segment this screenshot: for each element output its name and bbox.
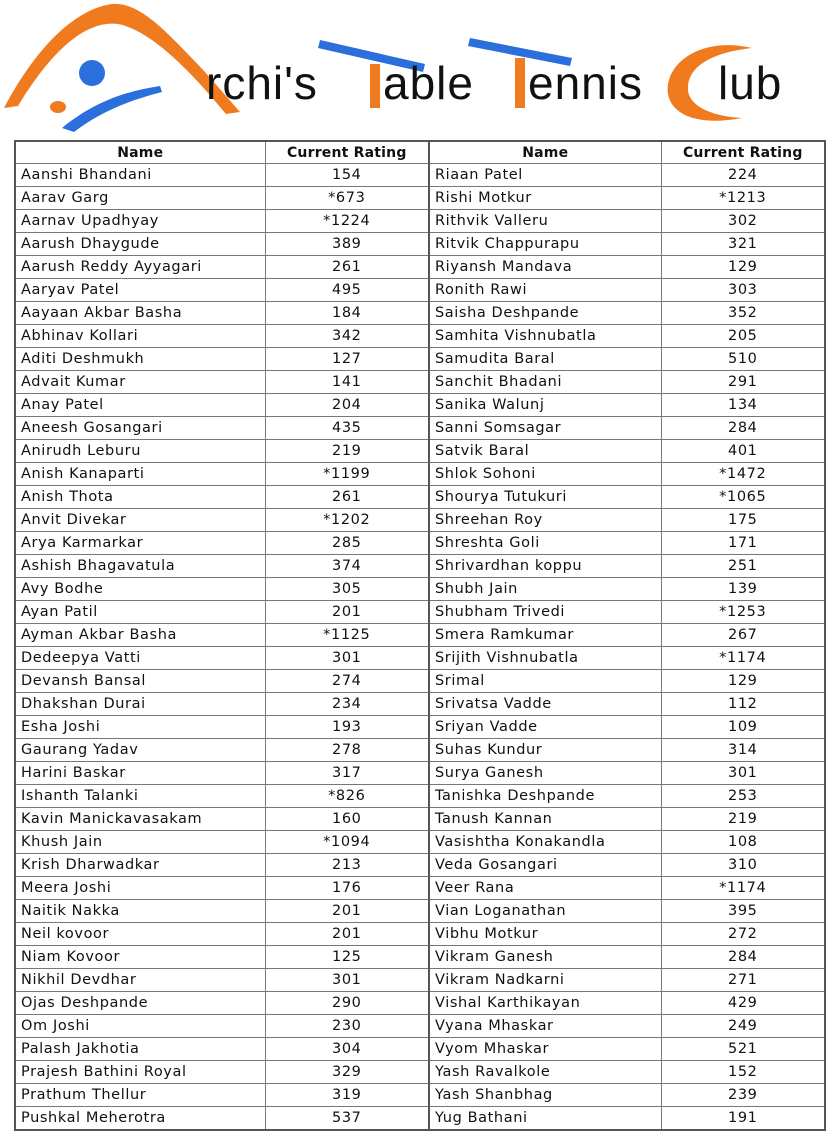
player-rating: 389 — [265, 233, 429, 256]
player-name: Shlok Sohoni — [429, 463, 661, 486]
player-rating: 495 — [265, 279, 429, 302]
player-rating: 134 — [661, 394, 825, 417]
table-row — [15, 371, 825, 394]
player-rating: 342 — [265, 325, 429, 348]
player-rating: 329 — [265, 1061, 429, 1084]
player-rating: *1202 — [265, 509, 429, 532]
player-rating: 253 — [661, 785, 825, 808]
player-rating: 301 — [661, 762, 825, 785]
player-rating: 112 — [661, 693, 825, 716]
table-row — [15, 601, 825, 624]
table-row — [15, 969, 825, 992]
player-name: Shourya Tutukuri — [429, 486, 661, 509]
ratings-table-wrap — [14, 140, 824, 1131]
player-name: Yash Ravalkole — [429, 1061, 661, 1084]
player-name: Krish Dharwadkar — [15, 854, 265, 877]
player-name: Sanchit Bhadani — [429, 371, 661, 394]
player-name: Palash Jakhotia — [15, 1038, 265, 1061]
table-row — [15, 1084, 825, 1107]
player-name: Vyom Mhaskar — [429, 1038, 661, 1061]
player-name: Anay Patel — [15, 394, 265, 417]
player-name: Ronith Rawi — [429, 279, 661, 302]
player-rating: 305 — [265, 578, 429, 601]
player-rating: 141 — [265, 371, 429, 394]
title-part-tennis: ennis — [528, 57, 643, 109]
player-name: Shubham Trivedi — [429, 601, 661, 624]
player-name: Aarav Garg — [15, 187, 265, 210]
table-row — [15, 624, 825, 647]
player-rating: 317 — [265, 762, 429, 785]
orange-t-stem-1 — [370, 64, 380, 108]
player-rating: 219 — [265, 440, 429, 463]
player-rating: 314 — [661, 739, 825, 762]
table-row — [15, 900, 825, 923]
player-name: Srivatsa Vadde — [429, 693, 661, 716]
player-name: Ayman Akbar Basha — [15, 624, 265, 647]
player-rating: 261 — [265, 256, 429, 279]
player-rating: 129 — [661, 670, 825, 693]
player-name: Niam Kovoor — [15, 946, 265, 969]
player-name: Harini Baskar — [15, 762, 265, 785]
player-rating: 303 — [661, 279, 825, 302]
player-name: Vasishtha Konakandla — [429, 831, 661, 854]
player-name: Riyansh Mandava — [429, 256, 661, 279]
player-name: Kavin Manickavasakam — [15, 808, 265, 831]
player-rating: 109 — [661, 716, 825, 739]
table-row — [15, 831, 825, 854]
table-row — [15, 1038, 825, 1061]
table-row — [15, 808, 825, 831]
player-name: Aaryav Patel — [15, 279, 265, 302]
player-rating: 171 — [661, 532, 825, 555]
table-row — [15, 463, 825, 486]
player-name: Avy Bodhe — [15, 578, 265, 601]
player-rating: 152 — [661, 1061, 825, 1084]
player-rating: 249 — [661, 1015, 825, 1038]
player-rating: 129 — [661, 256, 825, 279]
player-name: Vikram Ganesh — [429, 946, 661, 969]
player-name: Samudita Baral — [429, 348, 661, 371]
player-rating: *1224 — [265, 210, 429, 233]
player-rating: 374 — [265, 555, 429, 578]
player-name: Surya Ganesh — [429, 762, 661, 785]
player-rating: 274 — [265, 670, 429, 693]
player-rating: 139 — [661, 578, 825, 601]
player-rating: 537 — [265, 1107, 429, 1131]
player-name: Meera Joshi — [15, 877, 265, 900]
player-name: Devansh Bansal — [15, 670, 265, 693]
player-name: Aayaan Akbar Basha — [15, 302, 265, 325]
player-name: Ashish Bhagavatula — [15, 555, 265, 578]
player-rating: 251 — [661, 555, 825, 578]
player-name: Anish Kanaparti — [15, 463, 265, 486]
player-name: Sriyan Vadde — [429, 716, 661, 739]
player-rating: 290 — [265, 992, 429, 1015]
table-row — [15, 739, 825, 762]
player-rating: *1472 — [661, 463, 825, 486]
player-rating: 176 — [265, 877, 429, 900]
table-row — [15, 279, 825, 302]
player-rating: *1253 — [661, 601, 825, 624]
player-rating: 201 — [265, 900, 429, 923]
player-name: Aarnav Upadhyay — [15, 210, 265, 233]
player-rating: 191 — [661, 1107, 825, 1131]
player-rating: *826 — [265, 785, 429, 808]
table-row — [15, 670, 825, 693]
player-rating: *1125 — [265, 624, 429, 647]
table-row — [15, 785, 825, 808]
player-rating: 285 — [265, 532, 429, 555]
table-row — [15, 233, 825, 256]
player-name: Yash Shanbhag — [429, 1084, 661, 1107]
player-name: Rishi Motkur — [429, 187, 661, 210]
player-name: Vyana Mhaskar — [429, 1015, 661, 1038]
player-name: Srijith Vishnubatla — [429, 647, 661, 670]
player-rating: 291 — [661, 371, 825, 394]
player-name: Prathum Thellur — [15, 1084, 265, 1107]
ball-icon — [50, 101, 66, 113]
player-rating: 204 — [265, 394, 429, 417]
player-rating: 304 — [265, 1038, 429, 1061]
ratings-table — [14, 140, 826, 1131]
table-row — [15, 348, 825, 371]
table-row — [15, 578, 825, 601]
player-name: Vikram Nadkarni — [429, 969, 661, 992]
table-row — [15, 716, 825, 739]
player-name: Satvik Baral — [429, 440, 661, 463]
player-name: Naitik Nakka — [15, 900, 265, 923]
player-name: Sanika Walunj — [429, 394, 661, 417]
player-name: Neil kovoor — [15, 923, 265, 946]
player-name: Ayan Patil — [15, 601, 265, 624]
player-rating: *1174 — [661, 877, 825, 900]
table-row — [15, 992, 825, 1015]
table-row — [15, 394, 825, 417]
player-rating: 272 — [661, 923, 825, 946]
player-rating: 154 — [265, 164, 429, 187]
player-rating: 510 — [661, 348, 825, 371]
player-rating: 127 — [265, 348, 429, 371]
table-row — [15, 210, 825, 233]
table-row — [15, 486, 825, 509]
player-rating: 193 — [265, 716, 429, 739]
player-name: Smera Ramkumar — [429, 624, 661, 647]
player-rating: 219 — [661, 808, 825, 831]
player-name: Dedeepya Vatti — [15, 647, 265, 670]
table-row — [15, 877, 825, 900]
player-name: Aanshi Bhandani — [15, 164, 265, 187]
player-rating: 302 — [661, 210, 825, 233]
player-name: Shubh Jain — [429, 578, 661, 601]
player-rating: 108 — [661, 831, 825, 854]
player-rating: 278 — [265, 739, 429, 762]
player-rating: 521 — [661, 1038, 825, 1061]
table-row — [15, 762, 825, 785]
title-part-club: lub — [718, 57, 783, 109]
player-name: Abhinav Kollari — [15, 325, 265, 348]
player-name: Rithvik Valleru — [429, 210, 661, 233]
header-name-left: Name — [15, 141, 265, 164]
title-part-archis: rchi's — [206, 57, 318, 109]
player-name: Vibhu Motkur — [429, 923, 661, 946]
player-rating: 224 — [661, 164, 825, 187]
player-name: Veer Rana — [429, 877, 661, 900]
player-rating: *1065 — [661, 486, 825, 509]
player-rating: 284 — [661, 417, 825, 440]
table-header-row — [15, 141, 825, 164]
player-name: Shreehan Roy — [429, 509, 661, 532]
player-name: Saisha Deshpande — [429, 302, 661, 325]
player-rating: 284 — [661, 946, 825, 969]
player-rating: 213 — [265, 854, 429, 877]
player-rating: 395 — [661, 900, 825, 923]
player-name: Gaurang Yadav — [15, 739, 265, 762]
player-name: Vishal Karthikayan — [429, 992, 661, 1015]
ratings-body — [15, 164, 825, 1131]
player-name: Aditi Deshmukh — [15, 348, 265, 371]
player-rating: 267 — [661, 624, 825, 647]
player-name: Arya Karmarkar — [15, 532, 265, 555]
table-row — [15, 509, 825, 532]
player-name: Esha Joshi — [15, 716, 265, 739]
club-header — [0, 0, 840, 138]
player-name: Anvit Divekar — [15, 509, 265, 532]
table-row — [15, 1061, 825, 1084]
table-row — [15, 187, 825, 210]
player-name: Tanishka Deshpande — [429, 785, 661, 808]
player-rating: 125 — [265, 946, 429, 969]
player-name: Ojas Deshpande — [15, 992, 265, 1015]
player-rating: *1094 — [265, 831, 429, 854]
player-name: Yug Bathani — [429, 1107, 661, 1131]
player-arm-swoosh — [62, 86, 162, 132]
player-rating: 352 — [661, 302, 825, 325]
player-name: Aarush Dhaygude — [15, 233, 265, 256]
player-rating: 301 — [265, 647, 429, 670]
table-row — [15, 302, 825, 325]
player-name: Shreshta Goli — [429, 532, 661, 555]
player-rating: 201 — [265, 601, 429, 624]
player-name: Dhakshan Durai — [15, 693, 265, 716]
player-rating: 319 — [265, 1084, 429, 1107]
player-rating: 230 — [265, 1015, 429, 1038]
player-name: Nikhil Devdhar — [15, 969, 265, 992]
player-name: Pushkal Meherotra — [15, 1107, 265, 1131]
player-rating: 234 — [265, 693, 429, 716]
table-row — [15, 555, 825, 578]
player-name: Suhas Kundur — [429, 739, 661, 762]
table-row — [15, 417, 825, 440]
player-rating: 310 — [661, 854, 825, 877]
player-name: Samhita Vishnubatla — [429, 325, 661, 348]
player-name: Aneesh Gosangari — [15, 417, 265, 440]
player-rating: 429 — [661, 992, 825, 1015]
player-rating: *1213 — [661, 187, 825, 210]
player-name: Srimal — [429, 670, 661, 693]
table-row — [15, 164, 825, 187]
player-name: Prajesh Bathini Royal — [15, 1061, 265, 1084]
header-rating-right: Current Rating — [661, 141, 825, 164]
player-rating: 205 — [661, 325, 825, 348]
player-rating: 321 — [661, 233, 825, 256]
player-rating: 184 — [265, 302, 429, 325]
header-rating-left: Current Rating — [265, 141, 429, 164]
header-name-right: Name — [429, 141, 661, 164]
title-part-table: able — [383, 57, 474, 109]
player-name: Riaan Patel — [429, 164, 661, 187]
player-name: Anirudh Leburu — [15, 440, 265, 463]
player-name: Tanush Kannan — [429, 808, 661, 831]
player-name: Veda Gosangari — [429, 854, 661, 877]
player-name: Shrivardhan koppu — [429, 555, 661, 578]
player-name: Ishanth Talanki — [15, 785, 265, 808]
table-row — [15, 325, 825, 348]
player-rating: *1199 — [265, 463, 429, 486]
player-name: Advait Kumar — [15, 371, 265, 394]
player-name: Anish Thota — [15, 486, 265, 509]
table-row — [15, 854, 825, 877]
player-rating: 271 — [661, 969, 825, 992]
table-row — [15, 1015, 825, 1038]
player-rating: 301 — [265, 969, 429, 992]
table-row — [15, 1107, 825, 1131]
player-rating: 175 — [661, 509, 825, 532]
player-name: Sanni Somsagar — [429, 417, 661, 440]
player-head-icon — [79, 60, 105, 86]
table-row — [15, 946, 825, 969]
player-rating: *1174 — [661, 647, 825, 670]
table-row — [15, 923, 825, 946]
table-row — [15, 440, 825, 463]
orange-t-stem-2 — [515, 58, 525, 108]
player-name: Khush Jain — [15, 831, 265, 854]
player-rating: 201 — [265, 923, 429, 946]
player-name: Om Joshi — [15, 1015, 265, 1038]
player-name: Aarush Reddy Ayyagari — [15, 256, 265, 279]
player-rating: 160 — [265, 808, 429, 831]
player-rating: 401 — [661, 440, 825, 463]
player-name: Vian Loganathan — [429, 900, 661, 923]
player-rating: 239 — [661, 1084, 825, 1107]
player-name: Ritvik Chappurapu — [429, 233, 661, 256]
table-row — [15, 256, 825, 279]
table-row — [15, 693, 825, 716]
player-rating: 435 — [265, 417, 429, 440]
player-rating: 261 — [265, 486, 429, 509]
table-row — [15, 647, 825, 670]
player-rating: *673 — [265, 187, 429, 210]
table-row — [15, 532, 825, 555]
